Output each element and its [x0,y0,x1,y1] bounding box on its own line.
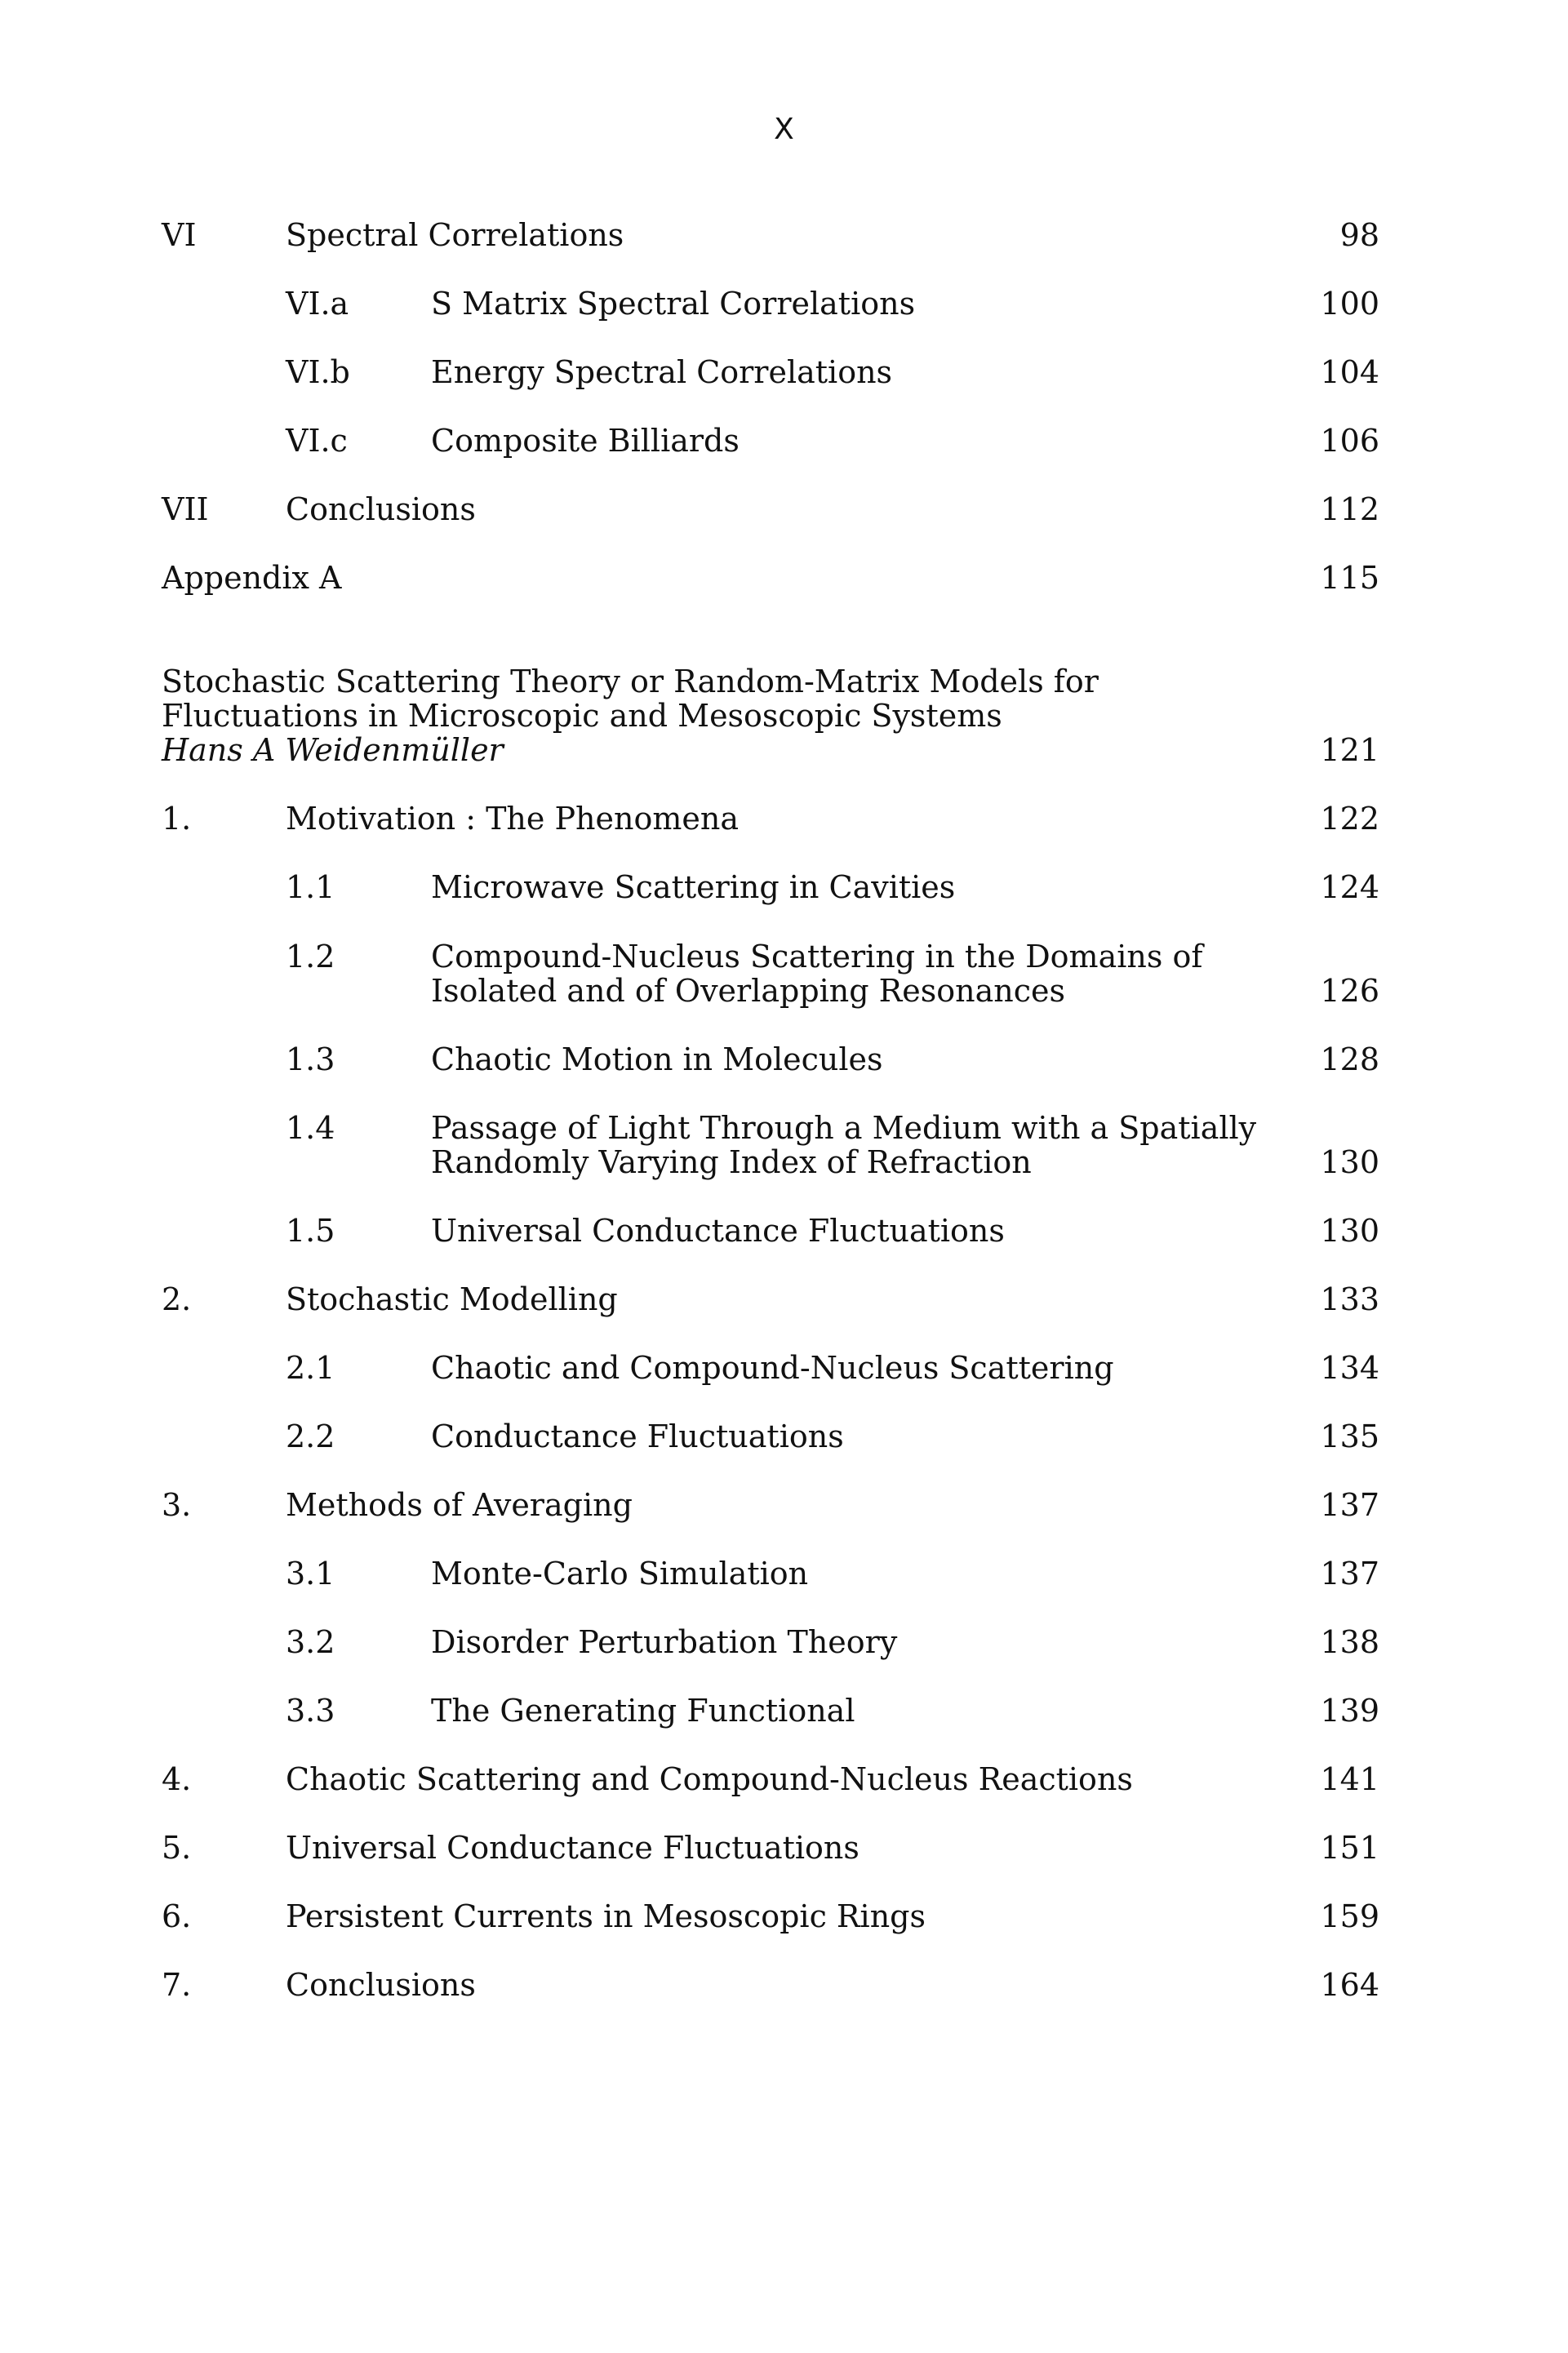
section-title: Passage of Light Through a Medium with a Spatially [431,1110,1257,1146]
page-ref: 151 [1320,1830,1379,1866]
section-title: Randomly Varying Index of Refraction [431,1144,1032,1180]
section-number: 1.1 [286,869,335,905]
page-ref: 121 [1320,732,1379,768]
page-ref: 98 [1339,217,1379,253]
section-number: 3. [162,1487,192,1523]
section-title: Microwave Scattering in Cavities [431,869,956,905]
page-ref: 106 [1320,423,1379,459]
page-ref: 141 [1320,1761,1379,1797]
section-title: Energy Spectral Correlations [431,354,893,390]
page-ref: 122 [1320,801,1379,837]
section-title: Universal Conductance Fluctuations [286,1830,860,1866]
section-title: Chaotic Scattering and Compound-Nucleus Reactions [286,1761,1133,1797]
section-number: 4. [162,1761,192,1797]
section-title: Disorder Perturbation Theory [431,1624,898,1660]
section-title: S Matrix Spectral Correlations [431,286,916,322]
section-title: The Generating Functional [431,1693,855,1729]
page-ref: 138 [1320,1624,1379,1660]
page-ref: 139 [1320,1693,1379,1729]
section-title: Chaotic and Compound-Nucleus Scattering [431,1350,1114,1386]
section-number: VI.c [286,423,348,459]
page-ref: 124 [1320,869,1379,905]
section-number: 3.3 [286,1693,335,1729]
section-number: 6. [162,1898,192,1934]
page-ref: 128 [1320,1041,1379,1077]
section-number: 5. [162,1830,192,1866]
page-ref: 137 [1320,1487,1379,1523]
page-ref: 115 [1320,560,1379,596]
section-title: Conductance Fluctuations [431,1418,844,1454]
page-ref: 137 [1320,1556,1379,1592]
section-title: Spectral Correlations [286,217,624,253]
page-ref: 130 [1320,1213,1379,1249]
section-title: Motivation : The Phenomena [286,801,739,837]
section-number: VI.a [286,286,349,322]
author-name: Hans A Weidenmüller [162,732,504,768]
section-number: 2.2 [286,1418,335,1454]
section-number: 7. [162,1967,192,2003]
section-title: Isolated and of Overlapping Resonances [431,973,1066,1009]
page-ref: 159 [1320,1898,1379,1934]
appendix-title: Appendix A [162,560,342,596]
section-number: 1.4 [286,1110,335,1146]
page-ref: 112 [1320,491,1379,527]
section-number: VI [162,217,197,253]
page-number: X [774,113,794,146]
page-ref: 135 [1320,1418,1379,1454]
page-ref: 133 [1320,1281,1379,1317]
section-number: 1.5 [286,1213,335,1249]
section-title: Persistent Currents in Mesoscopic Rings [286,1898,926,1934]
section-number: 2. [162,1281,192,1317]
page-ref: 134 [1320,1350,1379,1386]
section-title: Stochastic Modelling [286,1281,618,1317]
page-ref: 100 [1320,286,1379,322]
section-title: Composite Billiards [431,423,740,459]
contribution-title-line1: Stochastic Scattering Theory or Random-Matrix Models for [162,664,1099,699]
section-title: Compound-Nucleus Scattering in the Domains of [431,939,1203,974]
section-number: 2.1 [286,1350,335,1386]
section-number: VI.b [286,354,350,390]
section-number: VII [162,491,209,527]
section-title: Universal Conductance Fluctuations [431,1213,1005,1249]
page-ref: 130 [1320,1144,1379,1180]
page-ref: 104 [1320,354,1379,390]
section-title: Chaotic Motion in Molecules [431,1041,883,1077]
section-number: 1.3 [286,1041,335,1077]
section-number: 3.1 [286,1556,335,1592]
section-number: 3.2 [286,1624,335,1660]
page-ref: 126 [1320,973,1379,1009]
section-title: Conclusions [286,491,476,527]
section-number: 1. [162,801,192,837]
page-ref: 164 [1320,1967,1379,2003]
section-title: Monte-Carlo Simulation [431,1556,809,1592]
section-title: Methods of Averaging [286,1487,633,1523]
section-number: 1.2 [286,939,335,974]
section-title: Conclusions [286,1967,476,2003]
contribution-title-line2: Fluctuations in Microscopic and Mesoscopic Systems [162,698,1002,734]
